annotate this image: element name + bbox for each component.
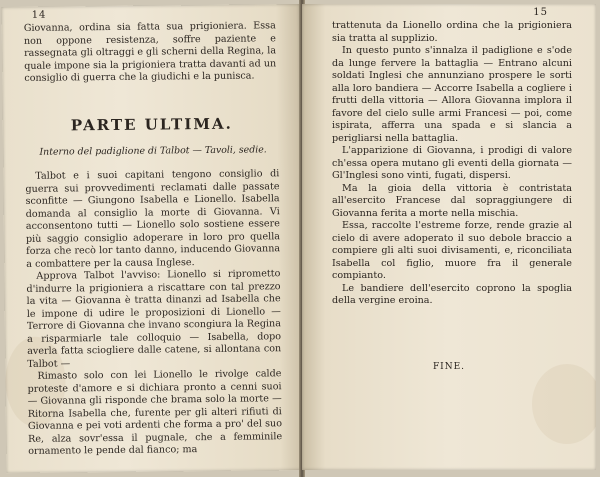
stage-direction: Interno del padiglione di Talbot — Tavoli, sedie. (39, 144, 267, 158)
paragraph: trattenuta da Lionello ordina che la prigioniera sia tratta al supplizio. (332, 20, 572, 44)
paragraph: Essa, raccolte l'estreme forze, rende grazie al cielo di avere adoperato il suo debole braccio a compiere gli alti suoi divisamenti, e, riconciliata Isabella col figlio, muore fra il generale compianto. (332, 220, 572, 281)
paragraph: Le bandiere dell'esercito coprono la spoglia della vergine eroina. (332, 282, 572, 306)
paragraph: Rimasto solo con lei Lionello le rivolge calde proteste d'amore e si dichiara pronto a cenni suoi — Giovanna gli risponde che brama solo la morte — Ritorna Isabella che, furente per gli alteri rifiuti di Giovanna e pei voti ardenti che forma a pro' del suo Re, alza sovr'essa il pugnale, che a femminile ornamento le pende dal fianco; ma (27, 368, 283, 457)
paragraph: L'apparizione di Giovanna, i prodigi di valore ch'essa opera mutano gli eventi della giornata — Gl'Inglesi sono vinti, fugati, dispersi. (332, 145, 572, 181)
paragraph: Talbot e i suoi capitani tengono consiglio di guerra sui provvedimenti reclamati dalle passate sconfitte — Giungono Isabella e Lionello. Isabella domanda al consiglio la morte di Giovanna. Vi acconsentono tutti — Lionello solo sostiene essere più saggio consiglio adoperare in loro pro quella forza che recò lor tanto danno, inducendo Giovanna a combattere per la causa Inglese. (25, 168, 281, 270)
right-page (302, 4, 596, 470)
paragraph: Approva Talbot l'avviso: Lionello si riprometto d'indurre la prigioniera a riscattare con tal prezzo la vita — Giovanna è tratta dinanzi ad Isabella che le impone di udire le proposizioni di Lionello — Terrore di Giovanna che invano scongiura la Regina a risparmiarle tale colloquio — Isabella, dopo averla fatta sciogliere dalle catene, si allontana con Talbot — (26, 268, 282, 370)
page-number: 15 (533, 7, 548, 18)
section-heading: PARTE ULTIMA. (70, 114, 233, 135)
paragraph: Giovanna, ordina sia fatta sua prigioniera. Essa non oppone resistenza, soffre paziente e rassegnata gli oltraggi e gli scherni della Regina, la quale impone sia la prigioniera tratta davanti ad un consiglio di guerra che la giudichi e la punisca. (23, 20, 277, 84)
paper-stain (532, 364, 596, 444)
intro-paragraph (24, 20, 277, 85)
paragraph: In questo punto s'innalza il padiglione e s'ode da lunge fervere la battaglia — Entrano alcuni soldati Inglesi che annunziano prospere le sorti alla loro bandiera — Accorre Isabella a cogliere i frutti della vittoria — Allora Giovanna implora il favore del cielo sulle armi Francesi — poi, come ispirata, afferra una spada e si slancia a perigliarsi nella battaglia. (332, 45, 572, 144)
body-text (25, 168, 282, 458)
left-page (2, 4, 305, 473)
paragraph: Ma la gioia della vittoria è contristata all'esercito Francese dal sopraggiungere di Giovanna ferita a morte nella mischia. (332, 182, 572, 219)
page-number: 14 (31, 9, 47, 21)
end-mark: FINE. (432, 362, 466, 372)
body-text (332, 20, 572, 308)
